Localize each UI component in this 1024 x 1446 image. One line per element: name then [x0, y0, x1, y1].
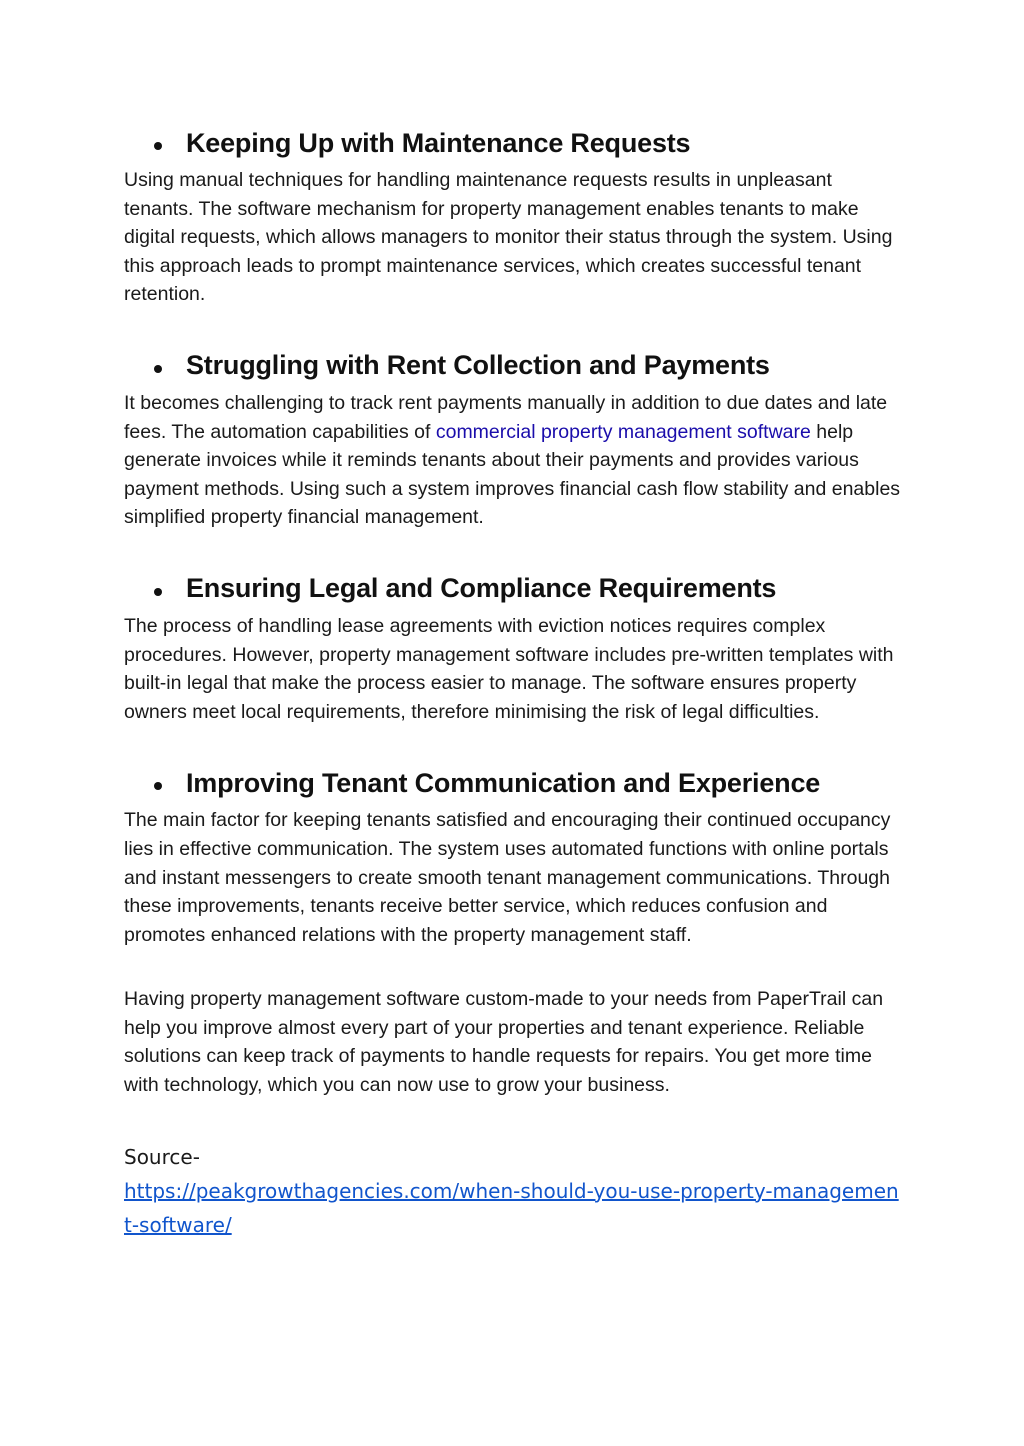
bullet-icon: [154, 142, 162, 150]
section-tenant-communication: [124, 760, 904, 949]
section-legal-compliance: [124, 566, 904, 726]
section-heading: Keeping Up with Maintenance Requests: [186, 127, 691, 158]
bullet-icon: [154, 365, 162, 373]
bullet-icon: [154, 588, 162, 596]
bullet-icon: [154, 782, 162, 790]
section-heading-row: [154, 760, 904, 806]
body-text-after-link: help generate invoices while it reminds tenants about their payments and provides various payment methods. Using such a system improves financial cash flow stability and enables simplified property financial management.: [124, 420, 901, 529]
section-heading-row: [154, 120, 904, 166]
section-heading-row: [154, 343, 904, 389]
section-body: Using manual techniques for handling maintenance requests results in unpleasant tenants. The software mechanism for property management enables tenants to make digital requests, which allows managers to monitor their status through the system. Using this approach leads to prompt maintenance services, which creates successful tenant retention.: [124, 169, 893, 306]
section-heading: Improving Tenant Communication and Experience: [186, 767, 821, 798]
section-body: The main factor for keeping tenants satisfied and encouraging their continued occupancy lies in effective communication. The system uses automated functions with online portals and instant messengers to create smooth tenant management communications. Through these improvements, tenants receive better service, which reduces confusion and promotes enhanced relations with the property management staff.: [124, 809, 891, 946]
section-maintenance: [124, 120, 904, 309]
closing-paragraph: Having property management software custom-made to your needs from PaperTrail can help you improve almost every part of your properties and tenant experience. Reliable solutions can keep track of payments to handle requests for repairs. You get more time with technology, which you can now use to grow your business.: [124, 988, 884, 1097]
section-heading-row: [154, 566, 904, 612]
section-body: The process of handling lease agreements with eviction notices requires complex procedures. However, property management software includes pre-written templates with built-in legal that make the process easier to manage. The software ensures property owners meet local requirements, therefore minimising the risk of legal difficulties.: [124, 614, 894, 723]
body-text-before-link: It becomes challenging to track rent payments manually in addition to due dates and late fees. The automation capabilities of: [124, 391, 888, 443]
commercial-software-link[interactable]: commercial property management software: [435, 420, 811, 443]
section-heading: Ensuring Legal and Compliance Requirements: [186, 573, 777, 604]
source-url-link[interactable]: https://peakgrowthagencies.com/when-should-you-use-property-management-software/: [124, 1178, 899, 1237]
source-label: Source-: [124, 1144, 200, 1169]
section-rent-collection: [124, 343, 904, 532]
source-block: [124, 1140, 904, 1242]
section-body: [124, 389, 904, 532]
section-heading: Struggling with Rent Collection and Payments: [186, 350, 770, 381]
document-page: [124, 120, 904, 1242]
